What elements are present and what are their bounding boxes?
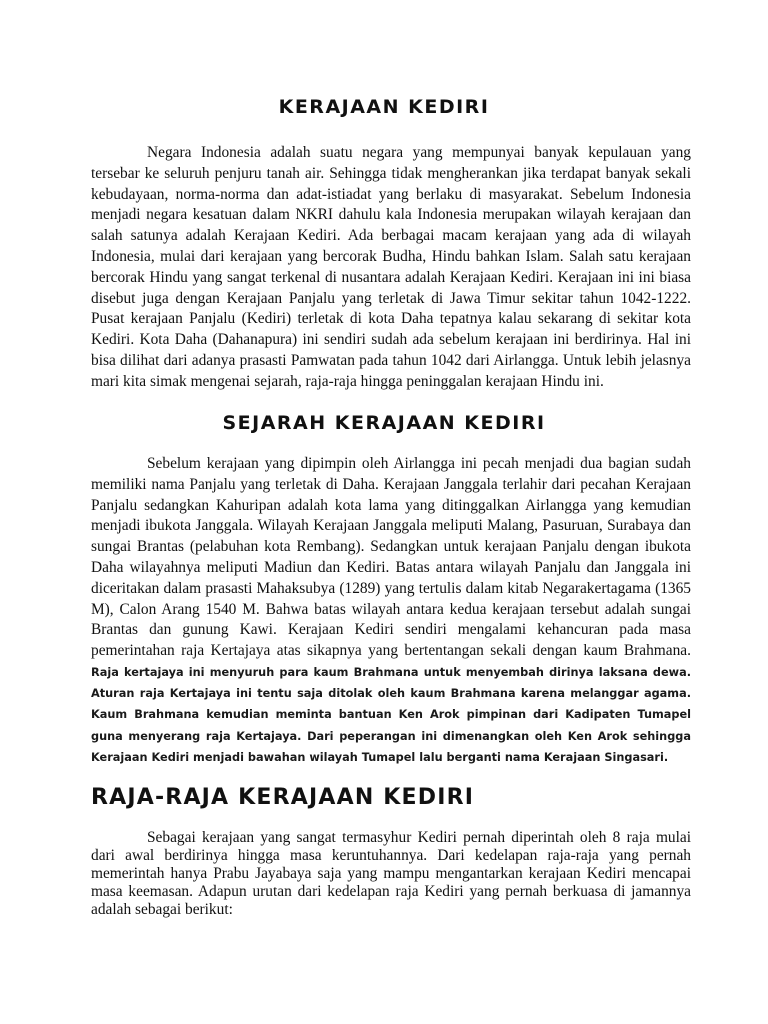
intro-paragraph: Negara Indonesia adalah suatu negara yang mempunyai banyak kepulauan yang tersebar ke seluruh penjuru tanah air. Sehingga tidak mengherankan jika terdapat banyak sekali kebudayaan, norma-norma dan adat-istiadat yang berlaku di masyarakat. Sebelum Indonesia menjadi negara kesatuan dalam NKRI dahulu kala Indonesia merupakan wilayah kerajaan dan salah satunya adalah Kerajaan Kediri. Ada berbagai macam kerajaan yang ada di wilayah Indonesia, mulai dari kerajaan yang bercorak Budha, Hindu bahkan Islam. Salah satu kerajaan bercorak Hindu yang sangat terkenal di nusantara adalah Kerajaan Kediri. Kerajaan ini ini biasa disebut juga dengan Kerajaan Panjalu yang terletak di Jawa Timur sekitar tahun 1042-1222. Pusat kerajaan Panjalu (Kediri) terletak di kota Daha tepatnya kalau sekarang di sekitar kota Kediri. Kota Daha (Dahanapura) ini sendiri sudah ada sebelum kerajaan ini berdirinya. Hal ini bisa dilihat dari adanya prasasti Pamwatan pada tahun 1042 dari Airlangga. Untuk lebih jelasnya mari kita simak mengenai sejarah, raja-raja hingga peninggalan kerajaan Hindu ini.: [91, 144, 691, 390]
section-title-raja-raja: RAJA-RAJA KERAJAAN KEDIRI: [91, 785, 475, 810]
section-title-kerajaan-kediri: KERAJAAN KEDIRI: [278, 96, 490, 118]
section-title-sejarah: SEJARAH KERAJAAN KEDIRI: [222, 412, 546, 434]
history-paragraph-serif-text: Sebelum kerajaan yang dipimpin oleh Airlangga ini pecah menjadi dua bagian sudah memiliki nama Panjalu yang terletak di Daha. Kerajaan Janggala terlahir dari pecahan Kerajaan Panjalu sedangkan Kahuripan adalah kota lama yang ditinggalkan Airlangga yang kemudian menjadi ibukota Janggala. Wilayah Kerajaan Janggala meliputi Malang, Pasuruan, Surabaya dan sungai Brantas (pelabuhan kota Rembang). Sedangkan untuk kerajaan Panjalu dengan ibukota Daha wilayahnya meliputi Madiun dan Kediri. Batas antara wilayah Panjalu dan Janggala ini diceritakan dalam prasasti Mahaksubya (1289) yang tertulis dalam kitab Negarakertagama (1365 M), Calon Arang 1540 M. Bahwa batas wilayah antara kedua kerajaan tersebut adalah sungai Brantas dan gunung Kawi. Kerajaan Kediri sendiri mengalami kehancuran pada masa pemerintahan raja Kertajaya atas sikapnya yang bertentangan sekali dengan kaum Brahmana.: [91, 455, 691, 660]
kings-paragraph: Sebagai kerajaan yang sangat termasyhur Kediri pernah diperintah oleh 8 raja mulai dari awal berdirinya hingga masa keruntuhannya. Dari kedelapan raja-raja yang pernah memerintah hanya Prabu Jayabaya saja yang mampu mengantarkan kerajaan Kediri mencapai masa keemasan. Adapun urutan dari kedelapan raja Kediri yang pernah berkuasa di jamannya adalah sebagai berikut:: [91, 829, 691, 918]
history-paragraph-sans-text: Raja kertajaya ini menyuruh para kaum Brahmana untuk menyembah dirinya laksana dewa. Aturan raja Kertajaya ini tentu saja ditolak oleh kaum Brahmana karena melanggar agama. Kaum Brahmana kemudian meminta bantuan Ken Arok pimpinan dari Kadipaten Tumapel guna menyerang raja Kertajaya. Dari peperangan ini dimenangkan oleh Ken Arok sehingga Kerajaan Kediri menjadi bawahan wilayah Tumapel lalu berganti nama Kerajaan Singasari.: [91, 665, 691, 764]
history-paragraph: [91, 454, 691, 768]
